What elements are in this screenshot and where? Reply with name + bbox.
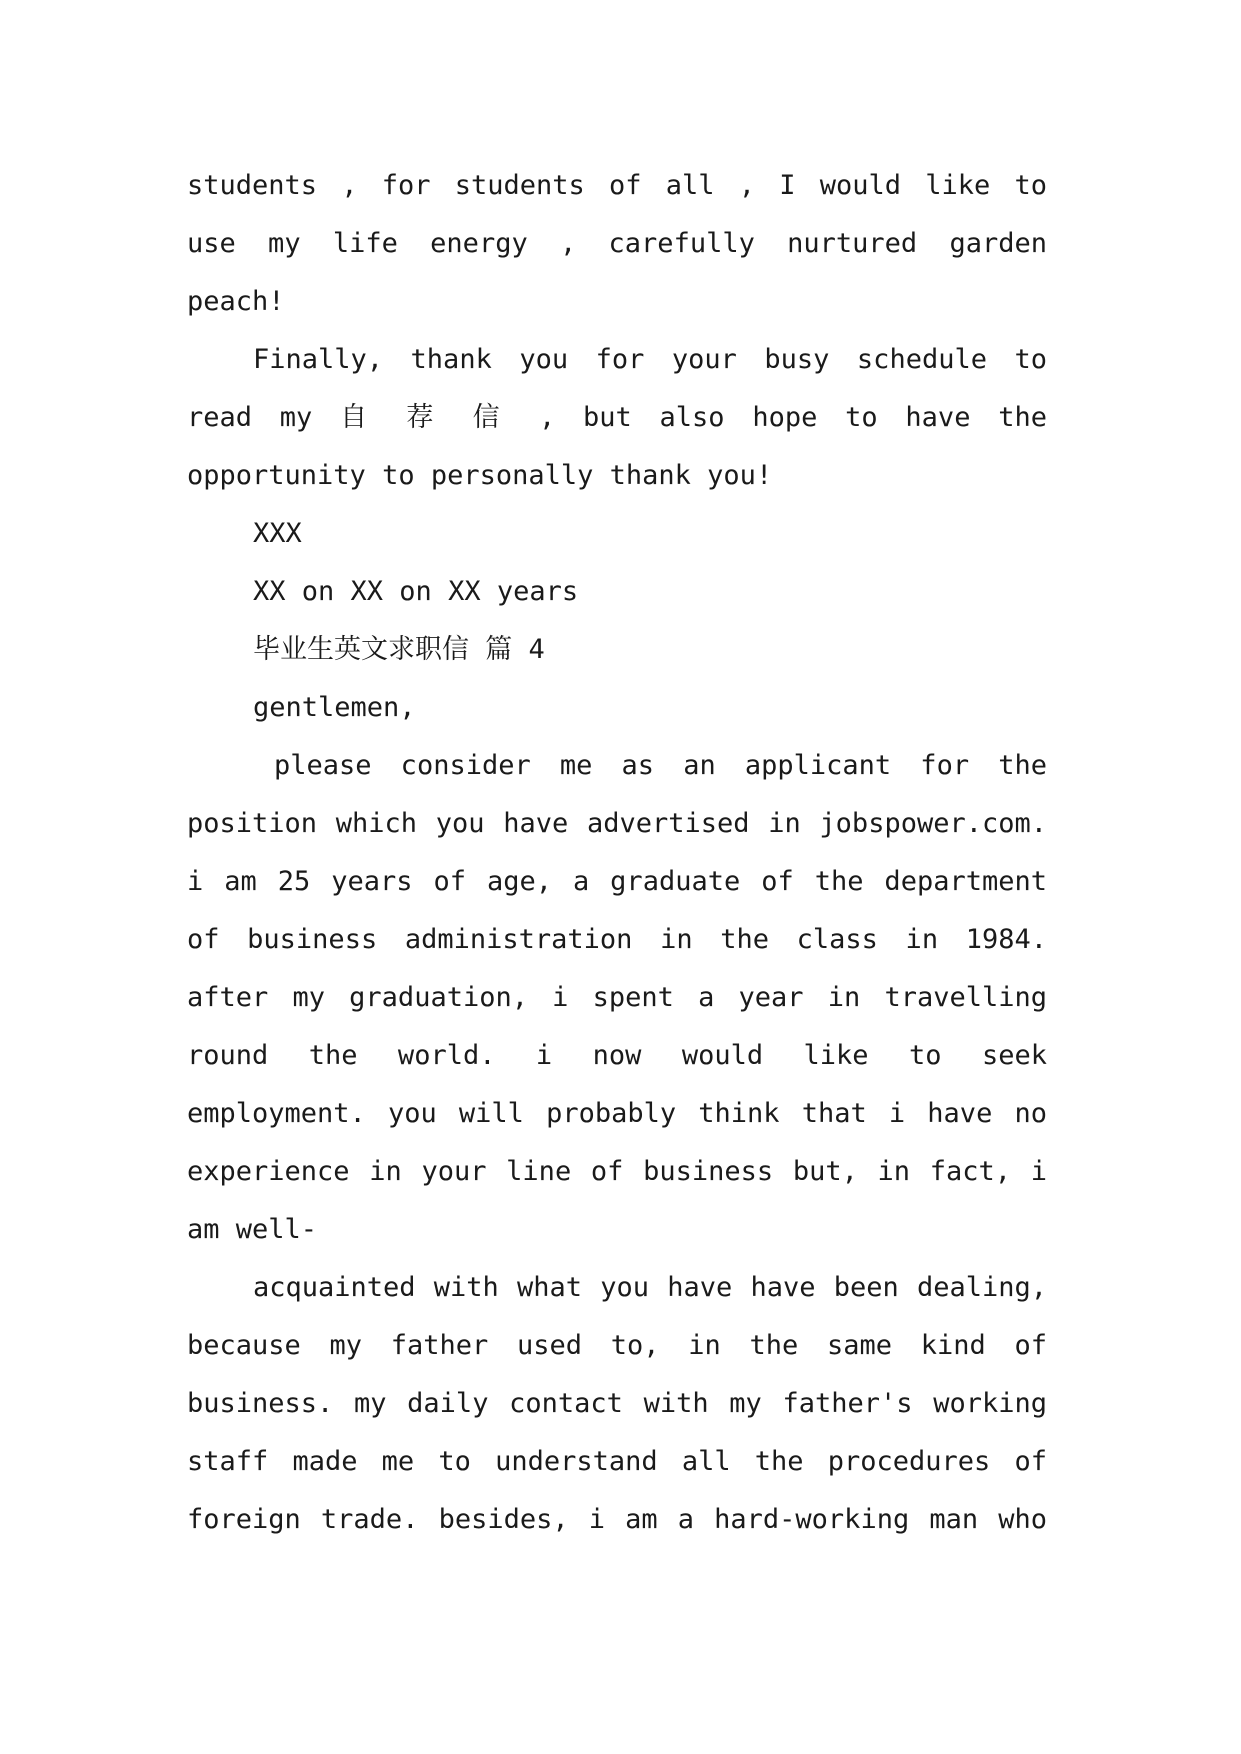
signature-date: XX on XX on XX years [253, 576, 579, 607]
text-line: i am 25 years of age, a graduate of the department [187, 866, 1047, 897]
text-line: experience in your line of business but, in fact, i [187, 1156, 1047, 1187]
section-heading: 毕业生英文求职信 篇 4 [253, 634, 545, 665]
text-line: because my father used to, in the same kind of [187, 1330, 1047, 1361]
text-line: students , for students of all , I would like to [187, 170, 1047, 201]
text-line: peach! [187, 286, 285, 317]
text-line: business. my daily contact with my father's working [187, 1388, 1047, 1419]
text-line: after my graduation, i spent a year in travelling [187, 982, 1047, 1013]
text-line: round the world. i now would like to seek [187, 1040, 1047, 1071]
text-line: use my life energy , carefully nurtured garden [187, 228, 1047, 259]
text-line: read my 自 荐 信 , but also hope to have the [187, 402, 1047, 433]
text-line: Finally, thank you for your busy schedule to [253, 344, 1047, 375]
text-line: am well- [187, 1214, 318, 1245]
text-line: opportunity to personally thank you! [187, 460, 773, 491]
text-line: please consider me as an applicant for the [274, 750, 1047, 781]
text-line: employment. you will probably think that i have no [187, 1098, 1047, 1129]
text-line: position which you have advertised in jobspower.com. [187, 808, 1047, 839]
salutation: gentlemen, [253, 692, 416, 723]
text-line: foreign trade. besides, i am a hard-working man who [187, 1504, 1047, 1535]
text-line: acquainted with what you have have been dealing, [253, 1272, 1047, 1303]
signature-name: XXX [253, 518, 302, 549]
text-line: staff made me to understand all the procedures of [187, 1446, 1047, 1477]
text-line: of business administration in the class in 1984. [187, 924, 1047, 955]
